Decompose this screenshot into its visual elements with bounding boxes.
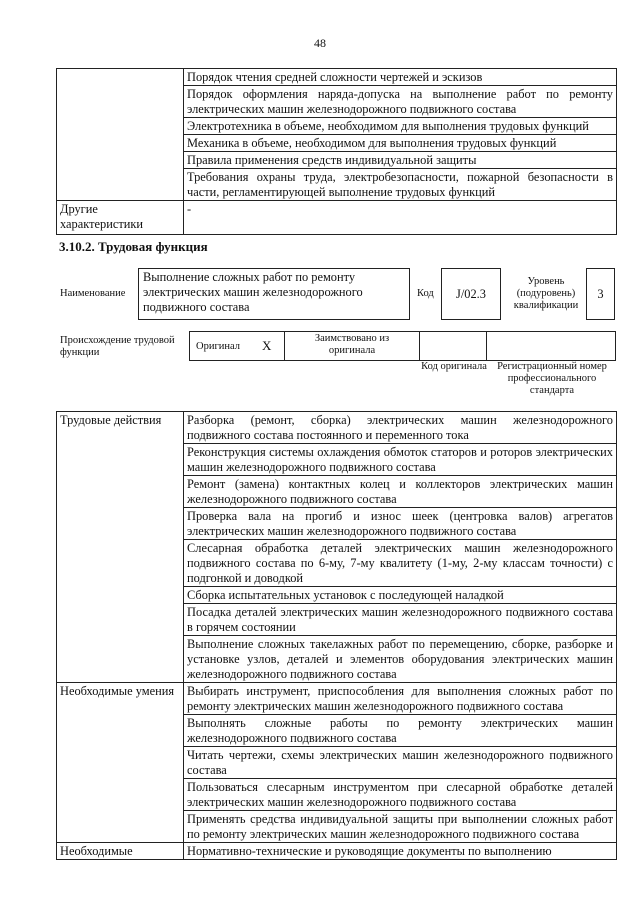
reg-number-label: Регистрационный номер профессионального стандарта bbox=[497, 361, 607, 396]
table-cell: Посадка деталей электрических машин железнодорожного подвижного состава в горячем состоянии bbox=[184, 604, 617, 636]
qualification-level-value: 3 bbox=[586, 268, 615, 320]
code-original-label: Код оригинала bbox=[421, 361, 487, 372]
table-cell: Выполнение сложных такелажных работ по перемещению, сборке, разборке и установке узлов, деталей и элементов оборудования электрических машин железнодорожного подвижного состава bbox=[184, 636, 617, 683]
function-name: Выполнение сложных работ по ремонту электрических машин железнодорожного подвижного состава bbox=[138, 268, 410, 320]
original-label: Оригинал bbox=[196, 341, 240, 352]
table-row bbox=[57, 843, 617, 860]
other-characteristics-value: - bbox=[184, 201, 617, 235]
table-row bbox=[57, 69, 617, 86]
table-cell: Требования охраны труда, электробезопасности, пожарной безопасности в части, регламентирующей выполнение трудовых функций bbox=[184, 169, 617, 201]
table-cell: Механика в объеме, необходимом для выполнения трудовых функций bbox=[184, 135, 617, 152]
original-mark: X bbox=[262, 338, 272, 353]
table-cell: Электротехника в объеме, необходимом для выполнения трудовых функций bbox=[184, 118, 617, 135]
reg-number-cell bbox=[486, 331, 616, 361]
original-cell bbox=[189, 331, 285, 361]
table-cell: Слесарная обработка деталей электрических машин железнодорожного подвижного состава по 6-му, 7-му квалитету (1-му, 2-му классам точности) с подгонкой и доводкой bbox=[184, 540, 617, 587]
qualification-level-label: Уровень (подуровень) квалификации bbox=[513, 276, 579, 311]
table-row bbox=[57, 412, 617, 444]
table-cell: Сборка испытательных установок с последующей наладкой bbox=[184, 587, 617, 604]
group-label-skills: Необходимые умения bbox=[57, 683, 184, 843]
table-cell: Реконструкция системы охлаждения обмоток статоров и роторов электрических машин железнодорожного подвижного состава bbox=[184, 444, 617, 476]
table-cell: Порядок оформления наряда-допуска на выполнение работ по ремонту электрических машин железнодорожного подвижного состава bbox=[184, 86, 617, 118]
table-cell: Пользоваться слесарным инструментом при слесарной обработке деталей электрических машин железнодорожного подвижного состава bbox=[184, 779, 617, 811]
other-characteristics-label: Другие характеристики bbox=[57, 201, 184, 235]
table-row bbox=[57, 201, 617, 235]
code-label: Код bbox=[417, 288, 434, 299]
function-code: J/02.3 bbox=[441, 268, 501, 320]
page-number: 48 bbox=[314, 36, 326, 50]
borrowed-label: Заимствовано из оригинала bbox=[314, 333, 390, 356]
borrowed-cell bbox=[284, 331, 420, 361]
name-label: Наименование bbox=[60, 288, 126, 299]
group-label-knowledge: Необходимые bbox=[57, 843, 184, 860]
knowledge-table-continuation bbox=[56, 68, 617, 235]
origin-label: Происхождение трудовой функции bbox=[60, 335, 175, 358]
table-cell: Выполнять сложные работы по ремонту электрических машин железнодорожного подвижного состава bbox=[184, 715, 617, 747]
group-label-actions: Трудовые действия bbox=[57, 412, 184, 683]
table-cell: Проверка вала на прогиб и износ шеек (центровка валов) агрегатов электрических машин железнодорожного подвижного состава bbox=[184, 508, 617, 540]
empty-label-cell bbox=[57, 69, 184, 201]
table-cell: Нормативно-технические и руководящие документы по выполнению bbox=[184, 843, 617, 860]
code-original-cell bbox=[419, 331, 487, 361]
table-cell: Разборка (ремонт, сборка) электрических машин железнодорожного подвижного состава постоянного и переменного тока bbox=[184, 412, 617, 444]
table-cell: Порядок чтения средней сложности чертежей и эскизов bbox=[184, 69, 617, 86]
table-cell: Применять средства индивидуальной защиты при выполнении сложных работ по ремонту электрических машин железнодорожного подвижного состава bbox=[184, 811, 617, 843]
section-title: 3.10.2. Трудовая функция bbox=[59, 239, 208, 254]
table-cell: Читать чертежи, схемы электрических машин железнодорожного подвижного состава bbox=[184, 747, 617, 779]
table-cell: Правила применения средств индивидуальной защиты bbox=[184, 152, 617, 169]
labor-function-table bbox=[56, 411, 617, 860]
table-row bbox=[57, 683, 617, 715]
table-cell: Ремонт (замена) контактных колец и коллекторов электрических машин железнодорожного подвижного состава bbox=[184, 476, 617, 508]
table-cell: Выбирать инструмент, приспособления для выполнения сложных работ по ремонту электрических машин железнодорожного подвижного состава bbox=[184, 683, 617, 715]
